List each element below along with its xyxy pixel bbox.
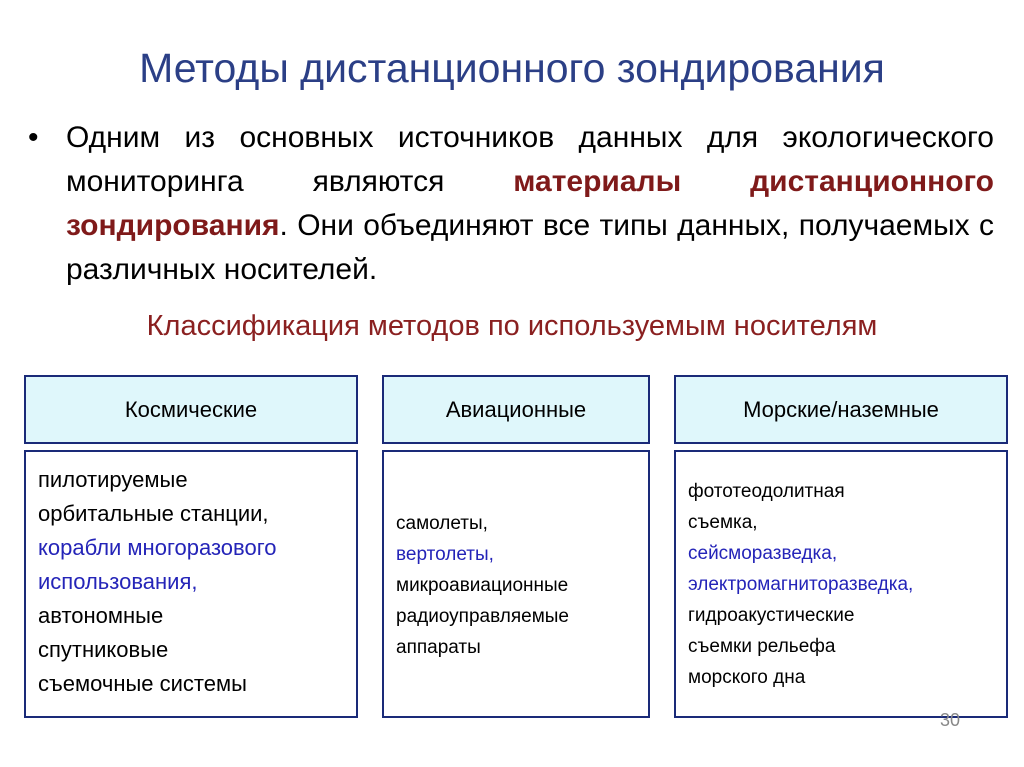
column-header-label: Космические <box>124 396 258 422</box>
bullet-highlight: материалы дистанционного зондирования <box>66 165 994 242</box>
list-item: пилотируемые <box>38 467 188 492</box>
bullet-text-before: Одним из основных источников данных для экологического мониторинга являются <box>66 121 994 198</box>
list-item: морского дна <box>688 667 806 688</box>
classification-heading: Классификация методов по используемым носителям <box>146 310 878 342</box>
bullet-text <box>66 116 994 292</box>
column-body-text <box>688 476 913 693</box>
bullet-mark: • <box>28 121 39 154</box>
column-body-text <box>38 463 276 701</box>
list-item: спутниковые <box>38 637 169 662</box>
list-item: вертолеты, <box>396 544 494 565</box>
column-body-aviation <box>382 450 650 718</box>
bullet-text-after: . Они объединяют все типы данных, получаемых с различных носителей. <box>66 209 994 286</box>
column-header-label: Авиационные <box>445 396 587 422</box>
list-item: орбитальные станции, <box>38 501 269 526</box>
list-item: съемочные системы <box>38 671 247 696</box>
column-body-text <box>396 508 569 663</box>
list-item: электромагниторазведка, <box>688 574 914 595</box>
list-item: использования, <box>38 569 198 594</box>
column-header-marine-ground <box>674 375 1008 444</box>
list-item: радиоуправляемые <box>396 606 569 627</box>
list-item: съемки рельефа <box>688 636 836 657</box>
column-body-marine-ground <box>674 450 1008 718</box>
list-item: микроавиационные <box>396 575 569 596</box>
page-number: 30 <box>940 710 961 730</box>
list-item: съемка, <box>688 512 758 533</box>
list-item: сейсморазведка, <box>688 543 838 564</box>
column-header-aviation <box>382 375 650 444</box>
slide-title: Методы дистанционного зондирования <box>139 45 885 91</box>
list-item: аппараты <box>396 637 481 658</box>
column-body-space <box>24 450 358 718</box>
list-item: фототеодолитная <box>688 481 845 502</box>
list-item: самолеты, <box>396 513 488 534</box>
list-item: гидроакустические <box>688 605 855 626</box>
column-header-label: Морские/наземные <box>743 396 939 422</box>
list-item: корабли многоразового <box>38 535 277 560</box>
column-header-space <box>24 375 358 444</box>
list-item: автономные <box>38 603 164 628</box>
